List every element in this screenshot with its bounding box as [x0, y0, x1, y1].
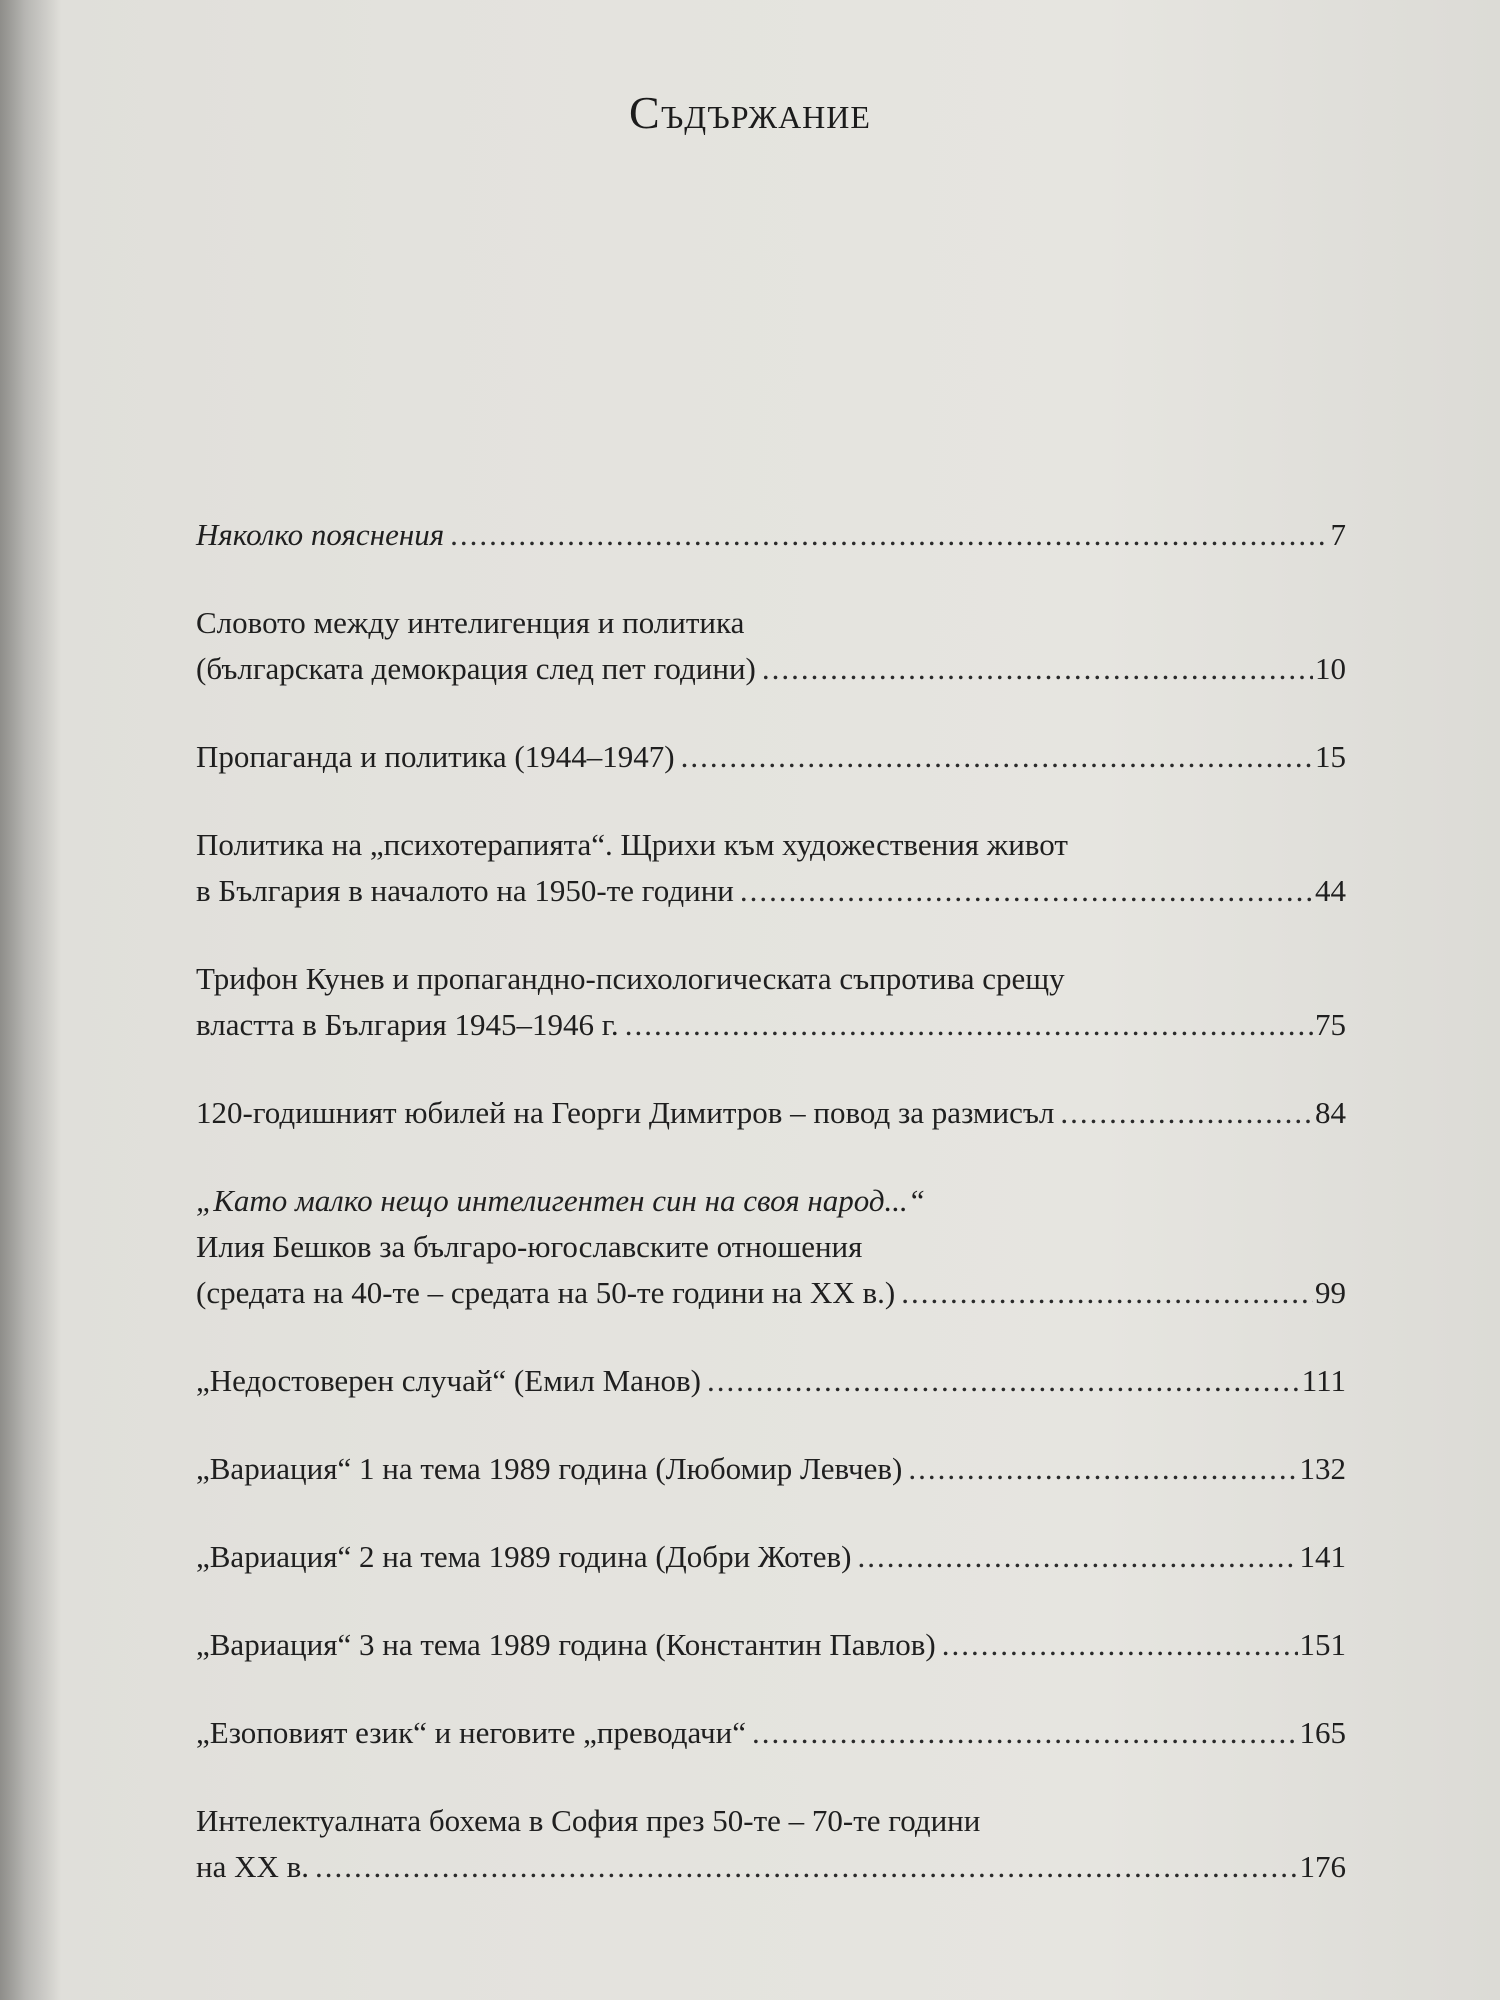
- toc-entry: [196, 1622, 1346, 1668]
- toc-entry-line: [196, 1090, 1346, 1136]
- toc-entry-text: 120-годишният юбилей на Георги Димитров – повод за размисъл: [196, 1095, 1055, 1130]
- dot-leader: [942, 1622, 1298, 1668]
- toc-entry: [196, 600, 1346, 692]
- toc-entry: [196, 1446, 1346, 1492]
- toc-entry: [196, 1358, 1346, 1404]
- toc-page-number: 151: [1299, 1627, 1346, 1662]
- toc-entry-line: [196, 734, 1346, 780]
- toc-entry-text: Пропаганда и политика (1944–1947): [196, 739, 675, 774]
- dot-leader: [1060, 1090, 1313, 1136]
- toc-entry-line: [196, 1710, 1346, 1756]
- toc-entry: [196, 734, 1346, 780]
- toc-entry: [196, 1798, 1346, 1890]
- toc-entry-text: Трифон Кунев и пропагандно-психологическата съпротива срещу: [196, 961, 1065, 996]
- toc-page-number: 10: [1315, 651, 1346, 686]
- dot-leader: [450, 512, 1328, 558]
- toc-entry-line: [196, 1534, 1346, 1580]
- toc-page-number: 165: [1299, 1715, 1346, 1750]
- toc-entry: [196, 1090, 1346, 1136]
- toc-page-number: 132: [1299, 1451, 1346, 1486]
- dot-leader: [625, 1002, 1313, 1048]
- toc-entry: [196, 1710, 1346, 1756]
- dot-leader: [315, 1844, 1297, 1890]
- toc-page-number: 111: [1301, 1363, 1346, 1398]
- toc-entry-text: властта в България 1945–1946 г.: [196, 1007, 619, 1042]
- dot-leader: [908, 1446, 1297, 1492]
- toc-page-number: 176: [1299, 1849, 1346, 1884]
- toc-entry-line: [196, 512, 1346, 558]
- binding-gutter: [0, 0, 62, 2000]
- toc-entry-text: Интелектуалната бохема в София през 50-те – 70-те години: [196, 1803, 981, 1838]
- dot-leader: [901, 1270, 1313, 1316]
- toc-entry-text: „Недостоверен случай“ (Емил Манов): [196, 1363, 701, 1398]
- toc-entry: [196, 822, 1346, 914]
- toc-entry-line: [196, 1798, 1346, 1844]
- toc-entry: [196, 1178, 1346, 1316]
- toc-entry-text: „Вариация“ 1 на тема 1989 година (Любомир Левчев): [196, 1451, 903, 1486]
- toc-page-number: 84: [1315, 1095, 1346, 1130]
- toc-entry-text: Словото между интелигенция и политика: [196, 605, 745, 640]
- toc-entry-text: в България в началото на 1950-те години: [196, 873, 734, 908]
- toc-page-number: 75: [1315, 1007, 1346, 1042]
- toc-entry-line: [196, 1622, 1346, 1668]
- toc-page-number: 99: [1315, 1275, 1346, 1310]
- toc-entry-line: [196, 1178, 1346, 1224]
- dot-leader: [857, 1534, 1297, 1580]
- toc-entry-text: „Езоповият език“ и неговите „преводачи“: [196, 1715, 746, 1750]
- toc-page-number: 15: [1315, 739, 1346, 774]
- dot-leader: [707, 1358, 1300, 1404]
- toc-page-number: 7: [1330, 517, 1346, 552]
- dot-leader: [740, 868, 1313, 914]
- toc-entry-text: (средата на 40-те – средата на 50-те години на ХХ в.): [196, 1275, 896, 1310]
- toc-entry: [196, 1534, 1346, 1580]
- toc-entry-line: [196, 1224, 1346, 1270]
- toc-entry: [196, 956, 1346, 1048]
- toc-entry-text: „Вариация“ 2 на тема 1989 година (Добри Жотев): [196, 1539, 852, 1574]
- toc-entry-line: [196, 1844, 1346, 1890]
- toc-entry-text: Няколко пояснения: [196, 517, 445, 552]
- toc-entry-line: [196, 1358, 1346, 1404]
- toc-entry-line: [196, 646, 1346, 692]
- toc-entry-text: Илия Бешков за българо-югославските отношения: [196, 1229, 863, 1264]
- toc-entry-line: [196, 956, 1346, 1002]
- dot-leader: [752, 1710, 1298, 1756]
- toc-entry-line: [196, 1002, 1346, 1048]
- toc-page-number: 141: [1299, 1539, 1346, 1574]
- toc-entry-line: [196, 1446, 1346, 1492]
- page-title: Съдържание: [629, 87, 871, 138]
- toc-page-number: 44: [1315, 873, 1346, 908]
- table-of-contents: [196, 512, 1346, 1890]
- toc-entry-text: на ХХ в.: [196, 1849, 310, 1884]
- dot-leader: [681, 734, 1313, 780]
- toc-entry: [196, 512, 1346, 558]
- toc-entry-line: [196, 868, 1346, 914]
- toc-entry-text: „Вариация“ 3 на тема 1989 година (Константин Павлов): [196, 1627, 936, 1662]
- toc-entry-line: [196, 600, 1346, 646]
- toc-entry-text: (българската демокрация след пет години): [196, 651, 756, 686]
- toc-entry-text: Политика на „психотерапията“. Щрихи към художествения живот: [196, 827, 1068, 862]
- toc-entry-text: „Като малко нещо интелигентен син на своя народ...“: [196, 1183, 925, 1218]
- toc-entry-line: [196, 822, 1346, 868]
- toc-entry-line: [196, 1270, 1346, 1316]
- dot-leader: [762, 646, 1313, 692]
